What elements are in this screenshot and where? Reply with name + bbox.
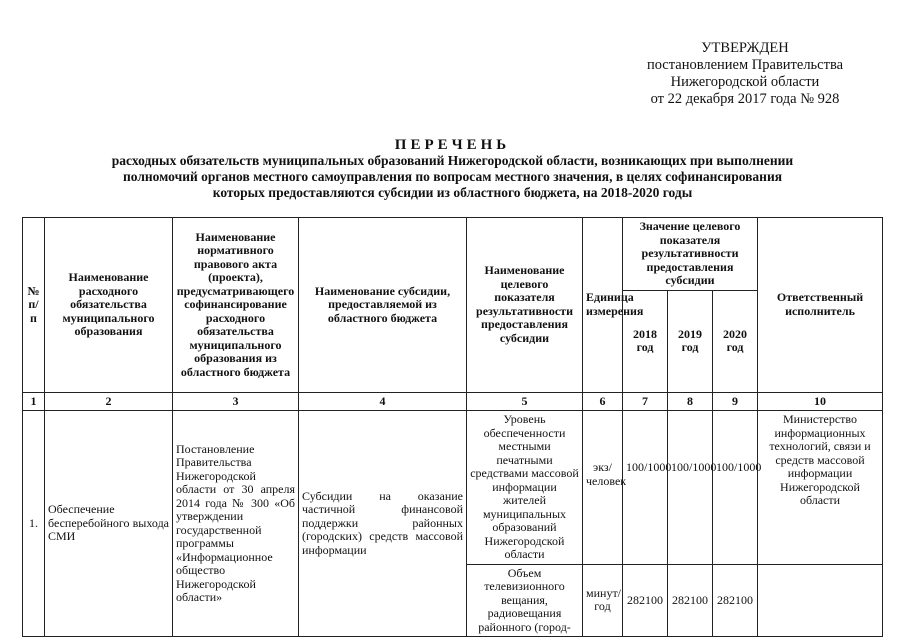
approved-region-line: Нижегородской области (670, 74, 820, 90)
header-indicator: Наименование целевого показателя результативности предоставления субсидии (467, 218, 583, 393)
act-cell: Постановление Правительства Нижегородской области от 30 апреля 2014 года № 300 «Об утверждении государственной программы «Информационное общество Нижегородской области» (173, 411, 299, 637)
value-2018-cell: 100/1000 (623, 411, 668, 565)
header-unit: Единица измерения (583, 218, 623, 393)
value-2020-cell: 100/1000 (713, 411, 758, 565)
header-values-group: Значение целевого показателя результативности предоставления субсидии (623, 218, 758, 291)
document-title: ПЕРЕЧЕНЬ (394, 137, 511, 153)
header-year-2019: 2019 год (668, 290, 713, 392)
unit-cell: минут/год (583, 564, 623, 637)
obligations-table (22, 217, 883, 637)
obligation-cell: Обеспечение бесперебойного выхода СМИ (45, 411, 173, 637)
approval-stamp (620, 40, 870, 108)
col-number: 5 (467, 392, 583, 411)
col-number: 1 (23, 392, 45, 411)
approved-line: УТВЕРЖДЕН (701, 40, 789, 56)
row-number: 1. (23, 411, 45, 637)
col-number: 10 (758, 392, 883, 411)
value-2019-cell: 282100 (668, 564, 713, 637)
value-2018-cell: 282100 (623, 564, 668, 637)
col-number: 6 (583, 392, 623, 411)
header-year-2020: 2020 год (713, 290, 758, 392)
col-number: 8 (668, 392, 713, 411)
header-executor: Ответственный исполнитель (758, 218, 883, 393)
header-obligation: Наименование расходного обязательства муниципального образования (45, 218, 173, 393)
subtitle-line: расходных обязательств муниципальных образований Нижегородской области, возникающих при выполнении (111, 153, 794, 168)
indicator-cell: Уровень обеспеченности местными печатными средствами массовой информации жителей муниципальных образований Нижегородской области (467, 411, 583, 565)
col-number: 3 (173, 392, 299, 411)
col-number: 2 (45, 392, 173, 411)
value-2019-cell: 100/1000 (668, 411, 713, 565)
col-number: 7 (623, 392, 668, 411)
header-year-2018: 2018 год (623, 290, 668, 392)
header-num: № п/п (23, 218, 45, 393)
indicator-cell: Объем телевизионного вещания, радиовещания районного (город- (467, 564, 583, 637)
col-number: 9 (713, 392, 758, 411)
subtitle-line: полномочий органов местного самоуправления по вопросам местного значения, в целях софинансирования (122, 169, 783, 184)
value-2020-cell: 282100 (713, 564, 758, 637)
executor-cell-empty (758, 564, 883, 637)
subtitle-line: которых предоставляются субсидии из областного бюджета, на 2018-2020 годы (212, 185, 693, 200)
executor-cell: Министерство информационных технологий, связи и средств массовой информации Нижегородской области (758, 411, 883, 565)
document-subtitle (40, 153, 865, 201)
approved-date-line: от 22 декабря 2017 года № 928 (650, 91, 840, 107)
col-number: 4 (299, 392, 467, 411)
header-act: Наименование нормативного правового акта (проекта), предусматривающего софинансирование расходного обязательства муниципального образования из областного бюджета (173, 218, 299, 393)
subsidy-cell: Субсидии на оказание частичной финансовой поддержки районных (городских) средств массовой информации (299, 411, 467, 637)
header-subsidy: Наименование субсидии, предоставляемой из областного бюджета (299, 218, 467, 393)
unit-cell: экз/человек (583, 411, 623, 565)
approved-by-line: постановлением Правительства (646, 57, 844, 73)
